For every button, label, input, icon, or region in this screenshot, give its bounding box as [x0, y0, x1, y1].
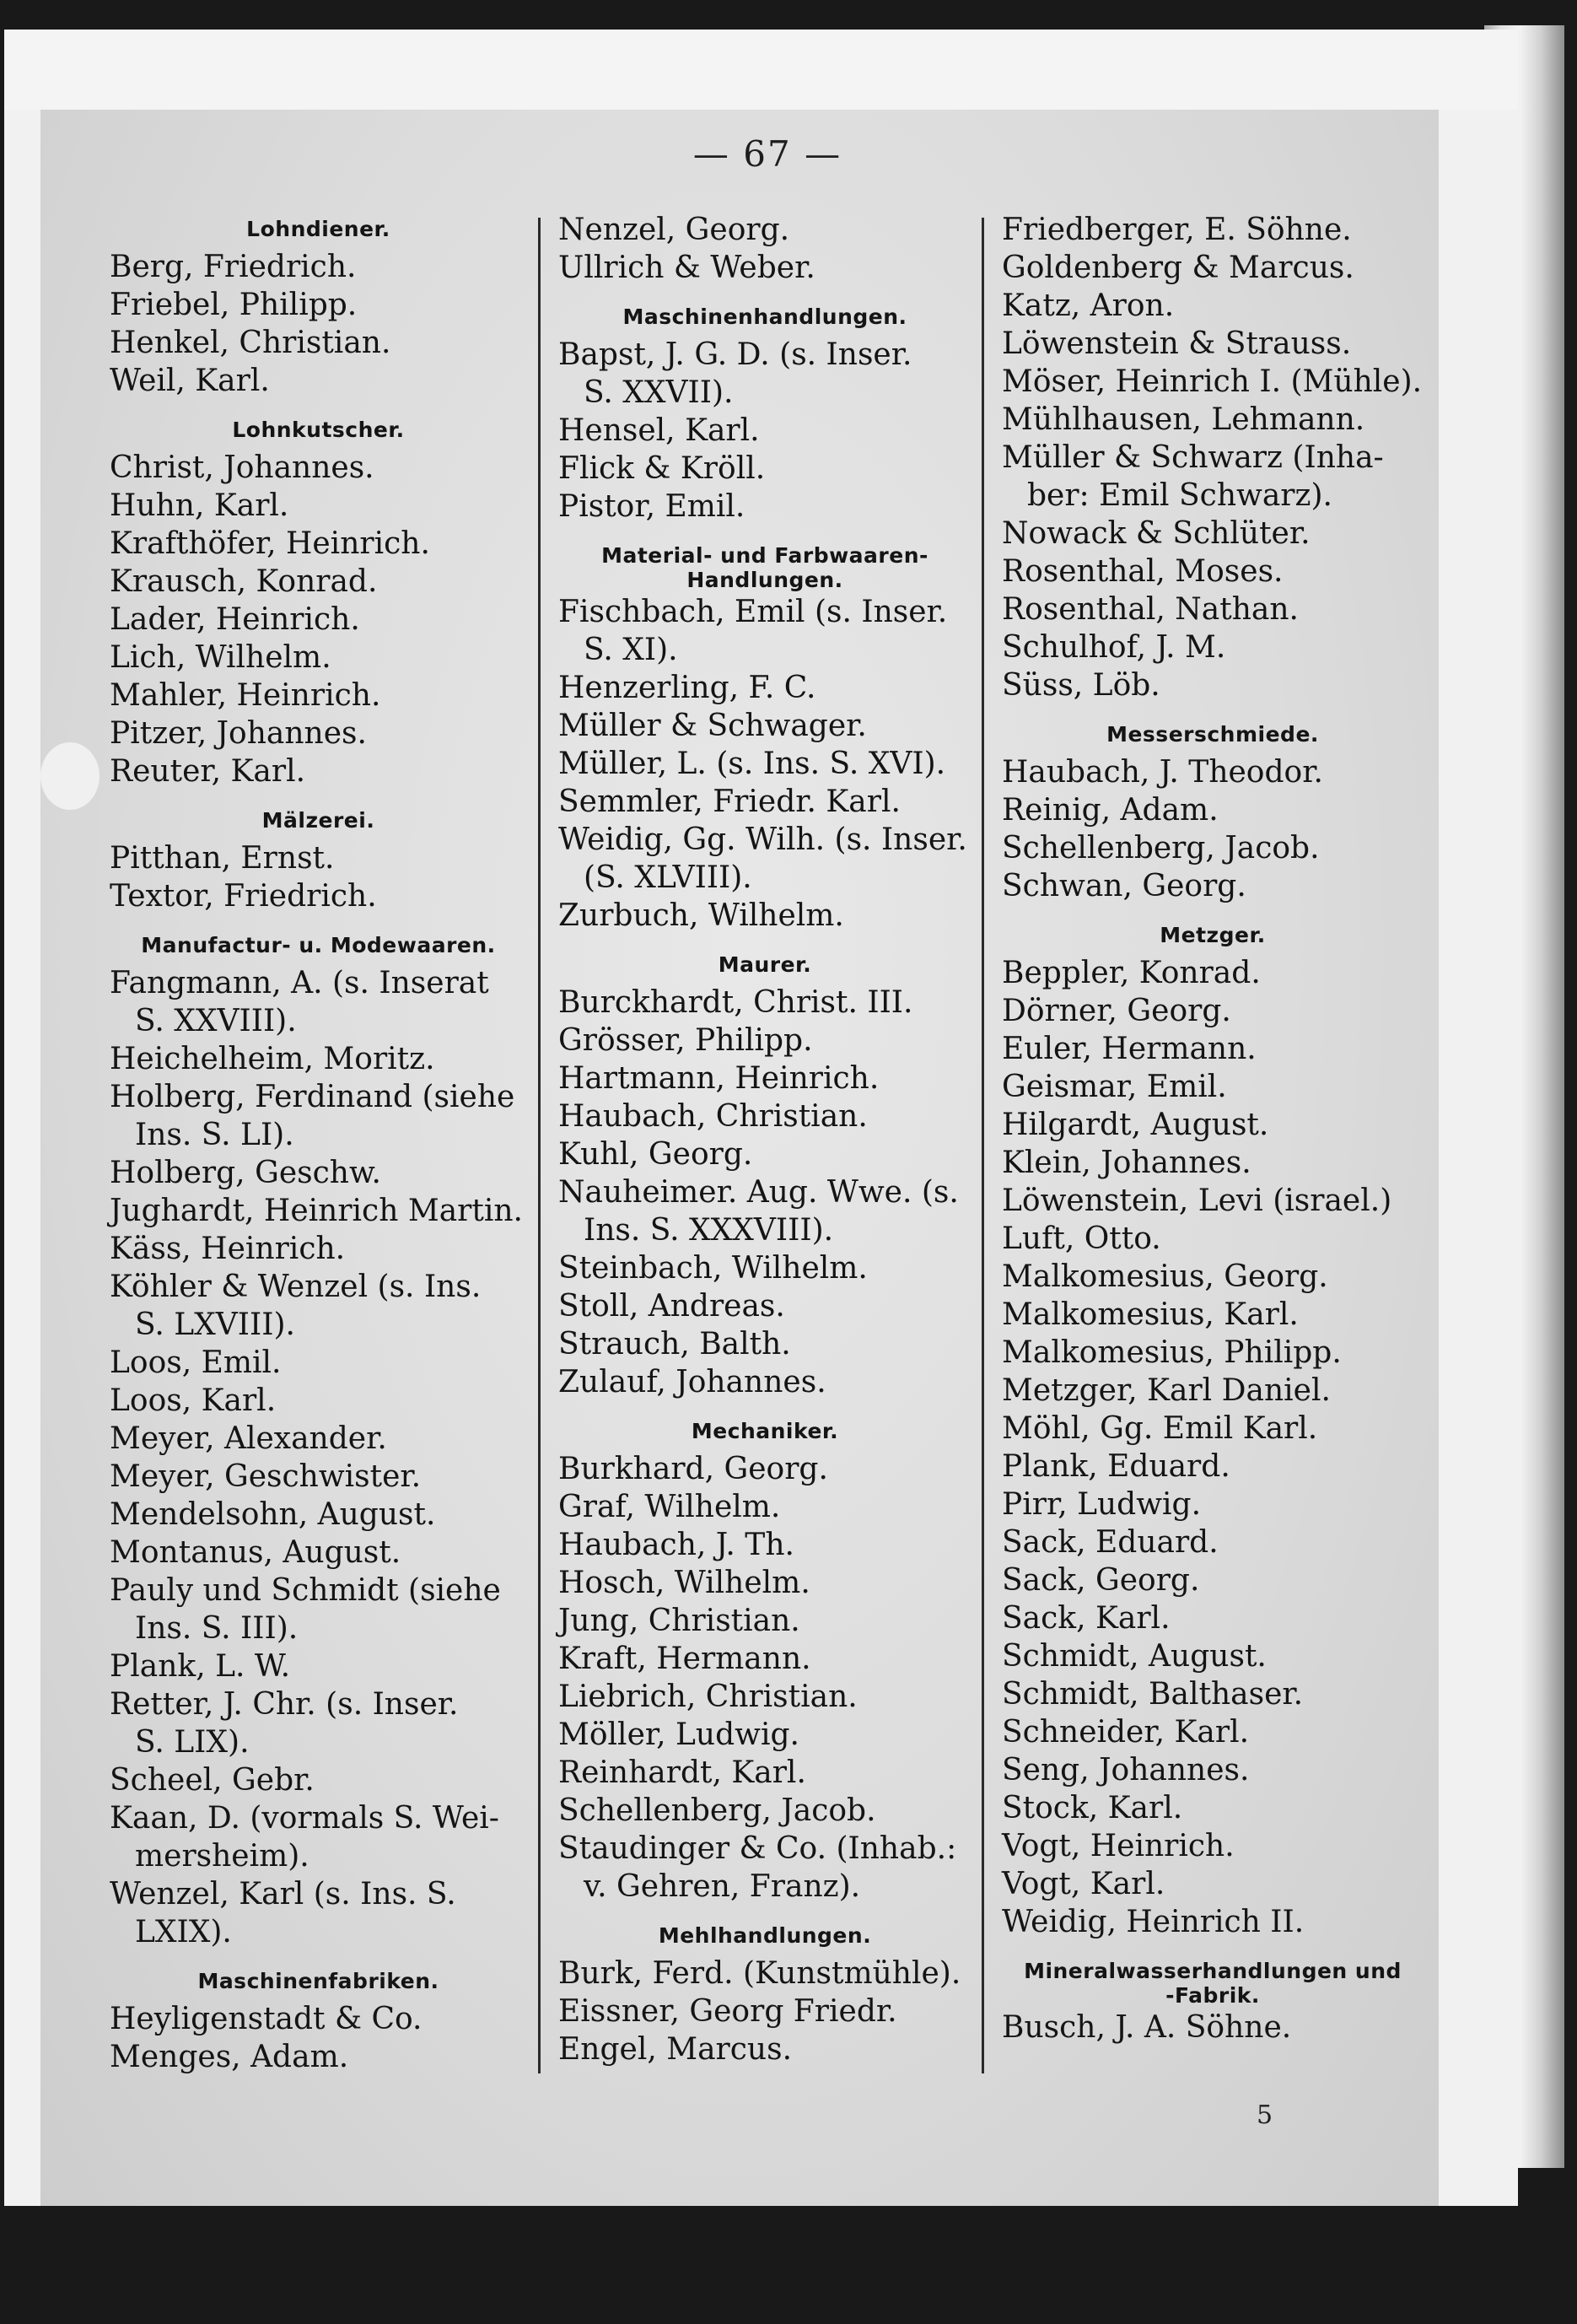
directory-entry: Loos, Karl. — [110, 1383, 277, 1418]
directory-entry: Malkomesius, Philipp. — [1002, 1335, 1342, 1370]
directory-entry: Möller, Ludwig. — [558, 1717, 799, 1752]
directory-entry: Schulhof, J. M. — [1002, 630, 1226, 665]
section-heading-line: Mineralwasserhandlungen und — [1024, 1959, 1402, 1983]
directory-entry-continuation: LXIX). — [135, 1915, 232, 1949]
directory-entry: Liebrich, Christian. — [558, 1680, 858, 1714]
directory-entry: Heyligenstadt & Co. — [110, 2002, 423, 2036]
directory-entry: Strauch, Balth. — [558, 1327, 791, 1362]
directory-entry-continuation: Ins. S. III). — [135, 1611, 299, 1646]
directory-entry: Sack, Eduard. — [1002, 1525, 1219, 1560]
directory-entry: Goldenberg & Marcus. — [1002, 251, 1354, 285]
directory-entry: Stoll, Andreas. — [558, 1289, 785, 1324]
directory-entry: Lich, Wilhelm. — [110, 640, 331, 675]
section-heading-line: Mechaniker. — [691, 1419, 839, 1443]
directory-entry: Henzerling, F. C. — [558, 671, 816, 705]
directory-entry: Beppler, Konrad. — [1002, 956, 1261, 990]
directory-entry: Malkomesius, Karl. — [1002, 1297, 1299, 1332]
directory-entry: Zurbuch, Wilhelm. — [558, 898, 844, 933]
directory-entry: Holberg, Ferdinand (siehe — [110, 1080, 515, 1114]
directory-entry: Vogt, Heinrich. — [1002, 1829, 1235, 1863]
directory-entry: Hilgardt, August. — [1002, 1108, 1269, 1142]
directory-entry: Bapst, J. G. D. (s. Inser. — [558, 337, 912, 372]
directory-entry: Müller & Schwager. — [558, 709, 867, 743]
section-spacer — [1002, 704, 1424, 716]
directory-entry: Weil, Karl. — [110, 364, 270, 398]
directory-entry: Nenzel, Georg. — [558, 213, 790, 247]
directory-entry: Mendelsohn, August. — [110, 1497, 436, 1532]
directory-column-2 — [558, 211, 971, 2068]
directory-entry: Seng, Johannes. — [1002, 1753, 1250, 1787]
directory-entry: Pirr, Ludwig. — [1002, 1487, 1202, 1522]
directory-entry: Löwenstein, Levi (israel.) — [1002, 1184, 1392, 1218]
section-spacer — [110, 790, 527, 802]
section-heading-line: Manufactur- u. Modewaaren. — [141, 933, 496, 957]
directory-entry: Käss, Heinrich. — [110, 1232, 346, 1266]
section-heading — [558, 537, 971, 593]
directory-entry-continuation: (S. XLVIII). — [584, 860, 752, 895]
section-heading — [558, 299, 971, 336]
directory-entry: Müller, L. (s. Ins. S. XVI). — [558, 747, 946, 781]
directory-entry: Süss, Löb. — [1002, 668, 1160, 703]
section-heading-continuation: Handlungen. — [686, 568, 843, 592]
directory-entry: Kuhl, Georg. — [558, 1137, 753, 1172]
section-spacer — [1002, 1941, 1424, 1953]
directory-entry: Hosch, Wilhelm. — [558, 1566, 810, 1600]
directory-entry: Möhl, Gg. Emil Karl. — [1002, 1411, 1318, 1446]
column-divider — [982, 218, 984, 2073]
directory-entry: Kraft, Hermann. — [558, 1642, 811, 1676]
directory-column-1 — [110, 211, 527, 2076]
section-spacer — [558, 526, 971, 537]
section-heading — [110, 412, 527, 449]
directory-entry: Pauly und Schmidt (siehe — [110, 1573, 501, 1608]
directory-entry: Jughardt, Heinrich Martin. — [110, 1194, 523, 1228]
directory-entry: Mühlhausen, Lehmann. — [1002, 402, 1365, 437]
directory-entry: Loos, Emil. — [110, 1345, 282, 1380]
section-heading-line: Lohnkutscher. — [232, 418, 405, 442]
directory-entry: Henkel, Christian. — [110, 326, 391, 360]
directory-entry: Dörner, Georg. — [1002, 994, 1231, 1028]
directory-entry: Mahler, Heinrich. — [110, 678, 381, 713]
directory-entry: Metzger, Karl Daniel. — [1002, 1373, 1331, 1408]
directory-entry: Reinhardt, Karl. — [558, 1755, 806, 1790]
section-heading-line: Maschinenhandlungen. — [622, 305, 907, 329]
directory-entry: Nauheimer. Aug. Wwe. (s. — [558, 1175, 959, 1210]
directory-entry: Graf, Wilhelm. — [558, 1490, 781, 1524]
directory-entry: Grösser, Philipp. — [558, 1023, 813, 1058]
directory-entry: Malkomesius, Georg. — [1002, 1259, 1328, 1294]
section-spacer — [1002, 905, 1424, 917]
directory-entry: Rosenthal, Moses. — [1002, 554, 1284, 589]
directory-entry-continuation: ber: Emil Schwarz). — [1027, 478, 1332, 513]
directory-entry-continuation: S. LXVIII). — [135, 1308, 295, 1342]
section-heading-line: Material- und Farbwaaren- — [601, 543, 928, 568]
directory-entry: Krafthöfer, Heinrich. — [110, 526, 430, 561]
section-heading-continuation: -Fabrik. — [1165, 1983, 1260, 2008]
directory-column-3 — [1002, 211, 1424, 2046]
directory-entry: Ullrich & Weber. — [558, 251, 815, 285]
directory-entry-continuation: S. LIX). — [135, 1725, 250, 1760]
directory-entry: Sack, Karl. — [1002, 1601, 1171, 1636]
directory-entry: Schmidt, August. — [1002, 1639, 1267, 1674]
directory-entry: Burkhard, Georg. — [558, 1452, 828, 1486]
section-spacer — [110, 915, 527, 927]
directory-entry: Müller & Schwarz (Inha- — [1002, 440, 1384, 475]
directory-entry: Engel, Marcus. — [558, 2032, 793, 2067]
directory-entry: Katz, Aron. — [1002, 288, 1175, 323]
directory-entry-continuation: Ins. S. XXXVIII). — [584, 1213, 834, 1248]
section-spacer — [110, 1951, 527, 1963]
directory-entry: Holberg, Geschw. — [110, 1156, 381, 1190]
directory-entry: Krausch, Konrad. — [110, 564, 378, 599]
section-heading — [110, 1963, 527, 2000]
page-number: — 67 — — [692, 133, 842, 175]
directory-entry-continuation: S. XI). — [584, 633, 678, 667]
directory-entry: Burckhardt, Christ. III. — [558, 985, 913, 1020]
directory-entry: Klein, Johannes. — [1002, 1146, 1251, 1180]
directory-entry: Flick & Kröll. — [558, 451, 766, 486]
section-heading — [1002, 716, 1424, 753]
directory-entry: Scheel, Gebr. — [110, 1763, 315, 1798]
directory-entry: Steinbach, Wilhelm. — [558, 1251, 868, 1286]
directory-entry: Löwenstein & Strauss. — [1002, 326, 1352, 361]
directory-entry: Wenzel, Karl (s. Ins. S. — [110, 1877, 456, 1912]
directory-entry: Christ, Johannes. — [110, 450, 374, 485]
section-spacer — [558, 1906, 971, 1917]
directory-entry: Huhn, Karl. — [110, 488, 289, 523]
directory-entry: Schmidt, Balthaser. — [1002, 1677, 1304, 1712]
directory-entry: Schellenberg, Jacob. — [558, 1793, 876, 1828]
directory-entry: Meyer, Alexander. — [110, 1421, 387, 1456]
directory-entry: Hartmann, Heinrich. — [558, 1061, 880, 1096]
directory-entry: Schellenberg, Jacob. — [1002, 831, 1320, 865]
directory-entry-continuation: S. XXVII). — [584, 375, 734, 410]
section-heading-line: Metzger. — [1160, 923, 1266, 947]
page-top-margin — [4, 30, 1518, 110]
directory-entry: Menges, Adam. — [110, 2040, 349, 2074]
directory-entry: Lader, Heinrich. — [110, 602, 360, 637]
directory-entry: Weidig, Heinrich II. — [1002, 1905, 1305, 1939]
directory-entry: Reinig, Adam. — [1002, 793, 1219, 828]
section-heading — [558, 1413, 971, 1450]
section-heading-line: Lohndiener. — [246, 217, 390, 241]
section-spacer — [558, 935, 971, 946]
section-heading-line: Maurer. — [718, 952, 812, 977]
directory-entry: Zulauf, Johannes. — [558, 1365, 826, 1399]
column-divider — [538, 218, 541, 2073]
directory-entry: Schwan, Georg. — [1002, 869, 1246, 903]
directory-entry: Berg, Friedrich. — [110, 250, 357, 284]
directory-entry-continuation: Ins. S. LI). — [135, 1118, 294, 1152]
directory-entry: Pitthan, Ernst. — [110, 841, 335, 876]
directory-entry: Nowack & Schlüter. — [1002, 516, 1311, 551]
directory-entry: Retter, J. Chr. (s. Inser. — [110, 1687, 459, 1722]
sheet-signature-mark: 5 — [1257, 2100, 1273, 2130]
directory-entry: Burk, Ferd. (Kunstmühle). — [558, 1956, 961, 1991]
section-heading — [558, 1917, 971, 1955]
section-heading-line: Mälzerei. — [261, 808, 375, 833]
directory-entry-continuation: mersheim). — [135, 1839, 309, 1874]
directory-entry: Montanus, August. — [110, 1535, 401, 1570]
directory-entry: Kaan, D. (vormals S. Wei- — [110, 1801, 499, 1836]
directory-entry: Eissner, Georg Friedr. — [558, 1994, 897, 2029]
section-heading — [110, 927, 527, 964]
directory-entry: Friedberger, E. Söhne. — [1002, 213, 1352, 247]
directory-entry: Jung, Christian. — [558, 1604, 800, 1638]
section-spacer — [558, 287, 971, 299]
directory-entry: Heichelheim, Moritz. — [110, 1042, 435, 1076]
section-spacer — [558, 1401, 971, 1413]
directory-entry: Haubach, Christian. — [558, 1099, 868, 1134]
directory-entry: Köhler & Wenzel (s. Ins. — [110, 1270, 482, 1304]
section-heading-line: Messerschmiede. — [1106, 722, 1319, 747]
directory-entry: Pitzer, Johannes. — [110, 716, 367, 751]
directory-entry-continuation: S. XXVIII). — [135, 1004, 297, 1038]
directory-entry: Textor, Friedrich. — [110, 879, 377, 914]
directory-entry: Reuter, Karl. — [110, 754, 306, 789]
directory-entry: Weidig, Gg. Wilh. (s. Inser. — [558, 822, 967, 857]
directory-entry: Staudinger & Co. (Inhab.: — [558, 1831, 957, 1866]
section-heading-line: Maschinenfabriken. — [197, 1969, 439, 1993]
directory-entry: Vogt, Karl. — [1002, 1867, 1165, 1901]
directory-entry: Plank, L. W. — [110, 1649, 291, 1684]
directory-entry: Semmler, Friedr. Karl. — [558, 785, 901, 819]
section-heading — [558, 946, 971, 984]
directory-entry: Haubach, J. Th. — [558, 1528, 794, 1562]
directory-entry: Rosenthal, Nathan. — [1002, 592, 1299, 627]
section-heading — [110, 802, 527, 839]
directory-entry: Sack, Georg. — [1002, 1563, 1200, 1598]
directory-entry: Luft, Otto. — [1002, 1221, 1161, 1256]
directory-entry: Fangmann, A. (s. Inserat — [110, 966, 489, 1000]
section-heading — [110, 211, 527, 248]
section-heading — [1002, 1953, 1424, 2009]
section-heading — [1002, 917, 1424, 954]
directory-entry: Geismar, Emil. — [1002, 1070, 1227, 1104]
directory-entry: Plank, Eduard. — [1002, 1449, 1230, 1484]
section-heading-line: Mehlhandlungen. — [658, 1923, 872, 1948]
directory-entry: Schneider, Karl. — [1002, 1715, 1250, 1750]
directory-entry: Euler, Hermann. — [1002, 1032, 1257, 1066]
binding-hole — [40, 742, 100, 810]
directory-entry: Fischbach, Emil (s. Inser. — [558, 595, 948, 629]
section-spacer — [110, 400, 527, 412]
directory-entry: Stock, Karl. — [1002, 1791, 1183, 1825]
directory-entry: Busch, J. A. Söhne. — [1002, 2010, 1292, 2045]
directory-entry: Friebel, Philipp. — [110, 288, 358, 322]
directory-entry: Meyer, Geschwister. — [110, 1459, 422, 1494]
directory-entry-continuation: v. Gehren, Franz). — [584, 1869, 861, 1904]
directory-entry: Hensel, Karl. — [558, 413, 760, 448]
directory-entry: Möser, Heinrich I. (Mühle). — [1002, 364, 1423, 399]
directory-entry: Haubach, J. Theodor. — [1002, 755, 1323, 790]
directory-entry: Pistor, Emil. — [558, 489, 745, 524]
